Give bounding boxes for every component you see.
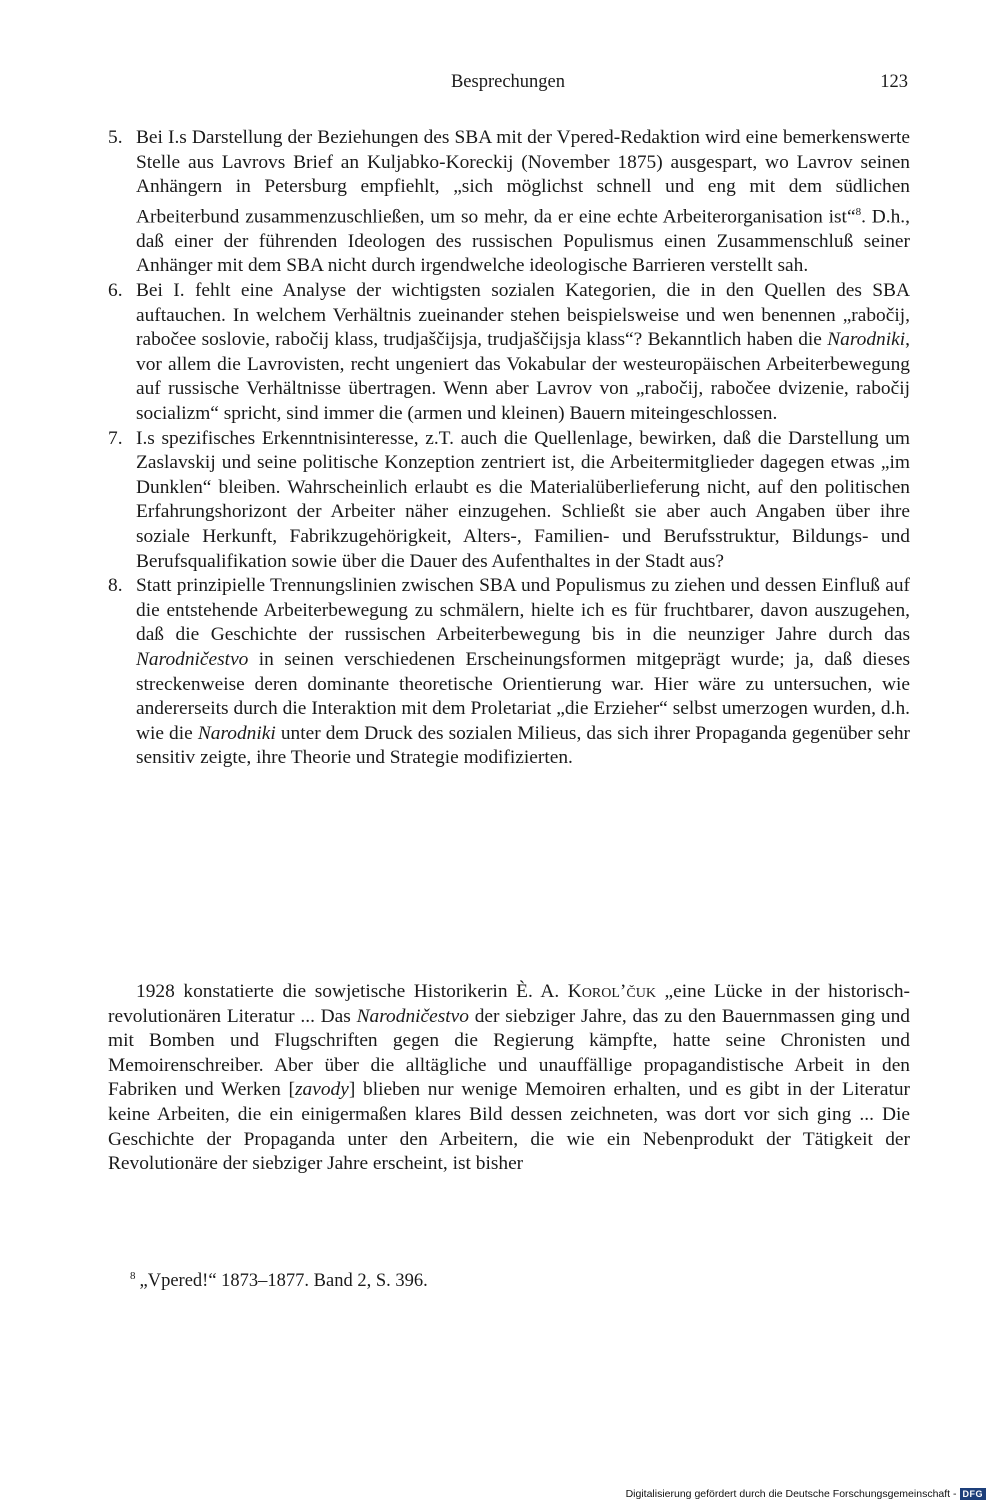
dfg-logo: DFG bbox=[960, 1488, 987, 1500]
digitization-footer bbox=[604, 1486, 986, 1502]
italic-term: Narodničestvo bbox=[136, 648, 249, 670]
list-item-number: 5. bbox=[108, 127, 123, 148]
list-item-text: in seinen verschiedenen Erscheinungsformen mitgeprägt wurde; ja, daß dieses streckenweise deren dominante theoretische Orientierung war. Hier wäre zu untersuchen, wie andererseits durch die Interaktion mit dem Proletariat „die Erzieher“ selbst umerzogen wurden, d.h. wie die bbox=[136, 648, 910, 744]
numbered-list bbox=[108, 126, 910, 771]
list-item-number: 6. bbox=[108, 280, 123, 302]
italic-term: zavody bbox=[295, 1079, 349, 1101]
body-paragraph bbox=[108, 980, 910, 1177]
list-item-text: Bei I. fehlt eine Analyse der wichtigsten sozialen Kategorien, die in den Quellen des SBA auftauchen. In welchem Verhältnis zueinander stehen beispielsweise und wen benennen „rabočij, rabočee soslovie, rabočij klass, trudjaščijsja, trudjaščijsja klass“? Bekanntlich haben die bbox=[136, 280, 910, 351]
list-item-text: . D.h., daß einer der führenden Ideologen des russischen Populismus einen Zusammenschluß seiner Anhänger mit dem SBA nicht durch irgendwelche ideologische Barrieren verstellt sah. bbox=[136, 206, 910, 277]
list-item-text: , vor allem die Lavrovisten, recht ungeniert das Vokabular der westeuropäischen Arbeiterbewegung auf russische Verhältnisse übertragen. Wenn aber Lavrov von „rabočij, rabočee dvizenie, rabočij socializm“ spricht, sind immer die (armen und kleinen) Bauern miteingeschlossen. bbox=[136, 329, 910, 424]
list-item-7 bbox=[108, 427, 910, 575]
footnote-text: „Vpered!“ 1873–1877. Band 2, S. 396. bbox=[139, 1271, 428, 1292]
italic-term: Narodničestvo bbox=[356, 1005, 469, 1027]
footer-text: Digitalisierung gefördert durch die Deutsche Forschungsgemeinschaft - bbox=[625, 1488, 957, 1500]
list-item-6 bbox=[108, 279, 910, 427]
paragraph-text: „eine Lücke in der historisch-revolutionären Literatur ... Das bbox=[108, 981, 910, 1027]
page-number: 123 bbox=[880, 72, 908, 92]
running-head-title: Besprechungen bbox=[450, 72, 566, 92]
italic-term: Narodniki bbox=[197, 722, 276, 744]
list-item-number: 7. bbox=[108, 427, 123, 449]
list-item-text: unter dem Druck des sozialen Milieus, das sich ihrer Propaganda gegenüber sehr sensitiv zeigte, ihre Theorie und Strategie modifizierten. bbox=[136, 722, 910, 769]
list-item-number: 8. bbox=[108, 575, 123, 597]
footnote-marker: 8 bbox=[130, 1270, 136, 1282]
list-item-text: Statt prinzipielle Trennungslinien zwischen SBA und Populismus zu ziehen und dessen Einfluß auf die entstehende Arbeiterbewegung zu schmälern, hielte ich es für fruchtbarer, davon auszugehen, daß die Geschichte der russischen Arbeiterbewegung bis in die neunziger Jahre durch das bbox=[136, 575, 910, 646]
italic-term: Narodniki bbox=[827, 329, 906, 351]
list-item-8 bbox=[108, 574, 910, 771]
paragraph-text: ] blieben nur wenige Memoiren erhalten, und es gibt in der Literatur keine Arbeiten, die ein einigermaßen klares Bild dessen zeichneten, was dort vor sich ging ... Die Geschichte der Propaganda unter den Arbeitern, die wie ein Nebenprodukt der Tätigkeit der Revolutionäre der siebziger Jahre erscheint, ist bisher bbox=[108, 1079, 910, 1175]
list-item-5 bbox=[108, 126, 910, 279]
running-head bbox=[108, 72, 908, 102]
paragraph-text: 1928 konstatierte die sowjetische Historikerin È. A. bbox=[136, 981, 568, 1002]
list-item-text: Bei I.s Darstellung der Beziehungen des SBA mit der Vpered-Redaktion wird eine bemerkenswerte Stelle aus Lavrovs Brief an Kuljabko-Koreckij (November 1875) ausgespart, wo Lavrov seinen Anhängern in Petersburg empfiehlt, „sich möglichst schnell und eng mit dem südlichen Arbeiterbund zusammenzuschließen, um so mehr, da er eine echte Arbeiterorganisation ist“ bbox=[136, 127, 910, 228]
list-item-text: I.s spezifisches Erkenntnisinteresse, z.T. auch die Quellenlage, bewirken, daß die Darstellung um Zaslavskij und seine politische Konzeption zentriert ist, die Arbeitermitglieder dagegen etwas „im Dunklen“ bleiben. Wahrscheinlich erlaubt es die Materialüberlieferung nicht, auf den politischen Erfahrungshorizont der Arbeiter näher einzugehen. Schließt sie aber auch Angaben über ihre soziale Herkunft, Fabrikzugehörigkeit, Alters-, Familien- und Berufsstruktur, Bildungs- und Berufsqualifikation sowie über die Dauer des Aufenthaltes in der Stadt aus? bbox=[136, 427, 910, 572]
paragraph-text: der siebziger Jahre, das zu den Bauernmassen ging und mit Bomben und Flugschriften gegen die Regierung kämpfte, hatte seine Chronisten und Memoirenschreiber. Aber über die alltägliche und unauffällige propagandistische Arbeit in den Fabriken und Werken [ bbox=[108, 1005, 910, 1101]
footnote bbox=[130, 1270, 910, 1292]
footnote-reference: 8 bbox=[855, 205, 862, 218]
author-name: Korol’čuk bbox=[567, 981, 656, 1002]
